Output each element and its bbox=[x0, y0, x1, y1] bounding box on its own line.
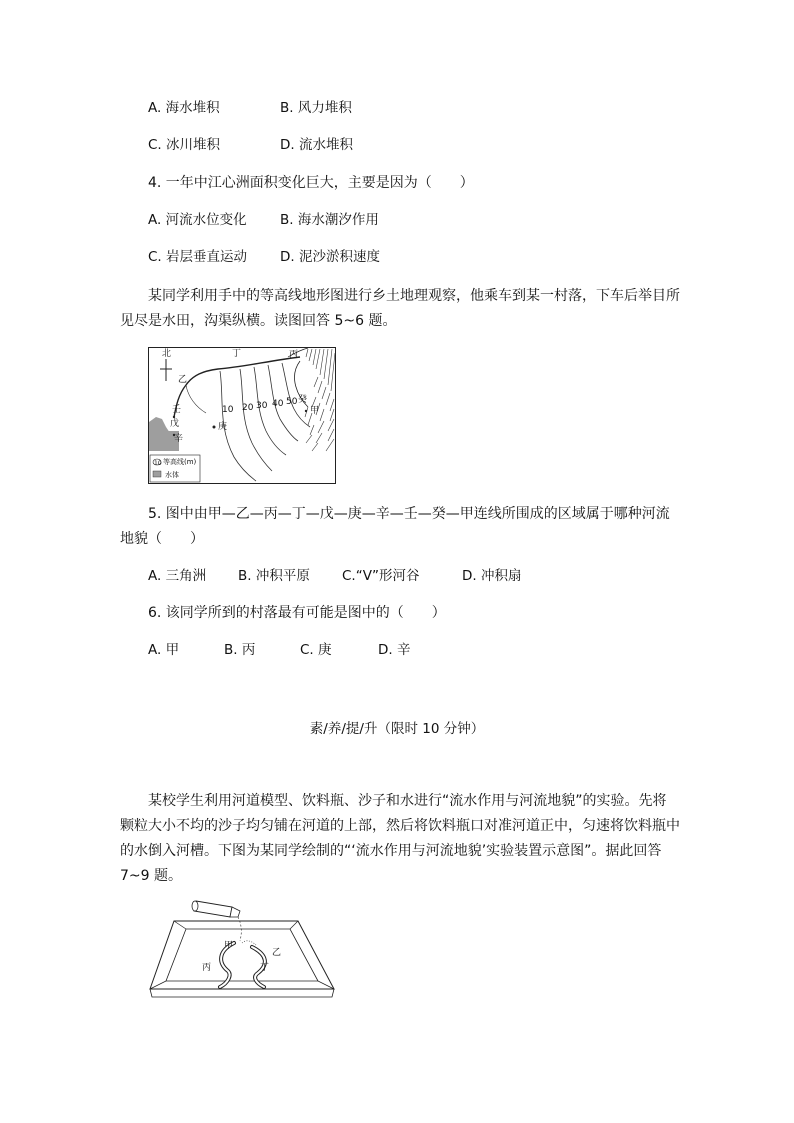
passage-experiment: 某校学生利用河道模型、饮料瓶、沙子和水进行“流水作用与河流地貌”的实验。先将颗粒大小不均的沙子均匀铺在河道的上部，然后将饮料瓶口对准河道正中，匀速将饮料瓶中的水倒入河槽。下图为某同学绘制的“‘流水作用与河流地貌’实验装置示意图”。据此回答 7~9 题。 bbox=[120, 793, 680, 884]
map-label-jia: 甲 bbox=[310, 406, 320, 416]
contour-value-50: 50 bbox=[286, 397, 298, 407]
contour-value-10: 10 bbox=[222, 405, 234, 415]
q4-option-c: C. 岩层垂直运动 bbox=[148, 249, 248, 265]
q5-stem-line1: 5. 图中由甲—乙—丙—丁—戊—庚—辛—壬—癸—甲连线所围成的区域属于哪种河流 bbox=[148, 506, 670, 522]
q5-option-c: C.“V”形河谷 bbox=[342, 568, 420, 584]
tray-base bbox=[150, 989, 334, 997]
q5-option-a: A. 三角洲 bbox=[148, 568, 207, 584]
q3-option-c: C. 冰川堆积 bbox=[148, 137, 221, 153]
map-label-ding: 丁 bbox=[232, 349, 242, 359]
q4-option-a: A. 河流水位变化 bbox=[148, 212, 247, 228]
tray-outer bbox=[150, 921, 334, 989]
map-label-ren: 壬 bbox=[172, 405, 182, 415]
map-label-gui: 癸 bbox=[298, 395, 308, 405]
experiment-label-jia: 甲 bbox=[224, 941, 234, 951]
experiment-label-yi: 乙 bbox=[272, 948, 282, 958]
experiment-label-ding: 丁 bbox=[260, 963, 270, 973]
map-north-label: 北 bbox=[162, 349, 172, 359]
tray-inner bbox=[166, 929, 318, 981]
q5-option-d: D. 冲积扇 bbox=[462, 568, 522, 584]
passage-topographic-map: 某同学利用手中的等高线地形图进行乡土地理观察，他乘车到某一村落，下车后举目所见尽是水田，沟渠纵横。读图回答 5~6 题。 bbox=[120, 288, 680, 329]
map-label-geng: 庚 bbox=[218, 422, 228, 432]
experiment-label-bing: 丙 bbox=[202, 963, 212, 973]
legend-contour-label: 等高线(m) bbox=[163, 458, 197, 466]
map-label-wu: 戊 bbox=[170, 419, 180, 429]
contour-value-30: 30 bbox=[256, 401, 268, 411]
experiment-svg bbox=[148, 893, 354, 1005]
q3-option-d: D. 流水堆积 bbox=[280, 137, 353, 153]
legend-water-icon bbox=[153, 471, 161, 477]
q5-stem-line2: 地貌（ ） bbox=[120, 531, 204, 547]
bottle-icon bbox=[192, 901, 240, 917]
section-title: 素/养/提/升（限时 10 分钟） bbox=[309, 721, 485, 737]
legend-contour-value: 10 bbox=[154, 460, 162, 467]
sand-deposit bbox=[242, 941, 256, 945]
legend-water-label: 水体 bbox=[165, 471, 179, 479]
q4-option-d: D. 泥沙淤积速度 bbox=[280, 249, 380, 265]
contour-map-figure bbox=[148, 347, 336, 484]
q5-option-b: B. 冲积平原 bbox=[238, 568, 310, 584]
q6-option-b: B. 丙 bbox=[224, 642, 256, 658]
q6-option-a: A. 甲 bbox=[148, 642, 180, 658]
q6-option-c: C. 庚 bbox=[300, 642, 332, 658]
q4-option-b: B. 海水潮汐作用 bbox=[280, 212, 379, 228]
experiment-figure bbox=[148, 893, 354, 1005]
q4-stem: 4. 一年中江心洲面积变化巨大，主要是因为（ ） bbox=[148, 175, 474, 191]
contour-value-40: 40 bbox=[272, 399, 284, 409]
q6-option-d: D. 辛 bbox=[378, 642, 411, 658]
q6-stem: 6. 该同学所到的村落最有可能是图中的（ ） bbox=[148, 605, 446, 621]
map-label-bing: 丙 bbox=[289, 350, 299, 360]
contour-value-20: 20 bbox=[242, 403, 254, 413]
map-label-xin: 辛 bbox=[174, 434, 184, 444]
q3-option-b: B. 风力堆积 bbox=[280, 100, 352, 116]
q3-option-a: A. 海水堆积 bbox=[148, 100, 220, 116]
map-label-yi: 乙 bbox=[178, 375, 188, 385]
